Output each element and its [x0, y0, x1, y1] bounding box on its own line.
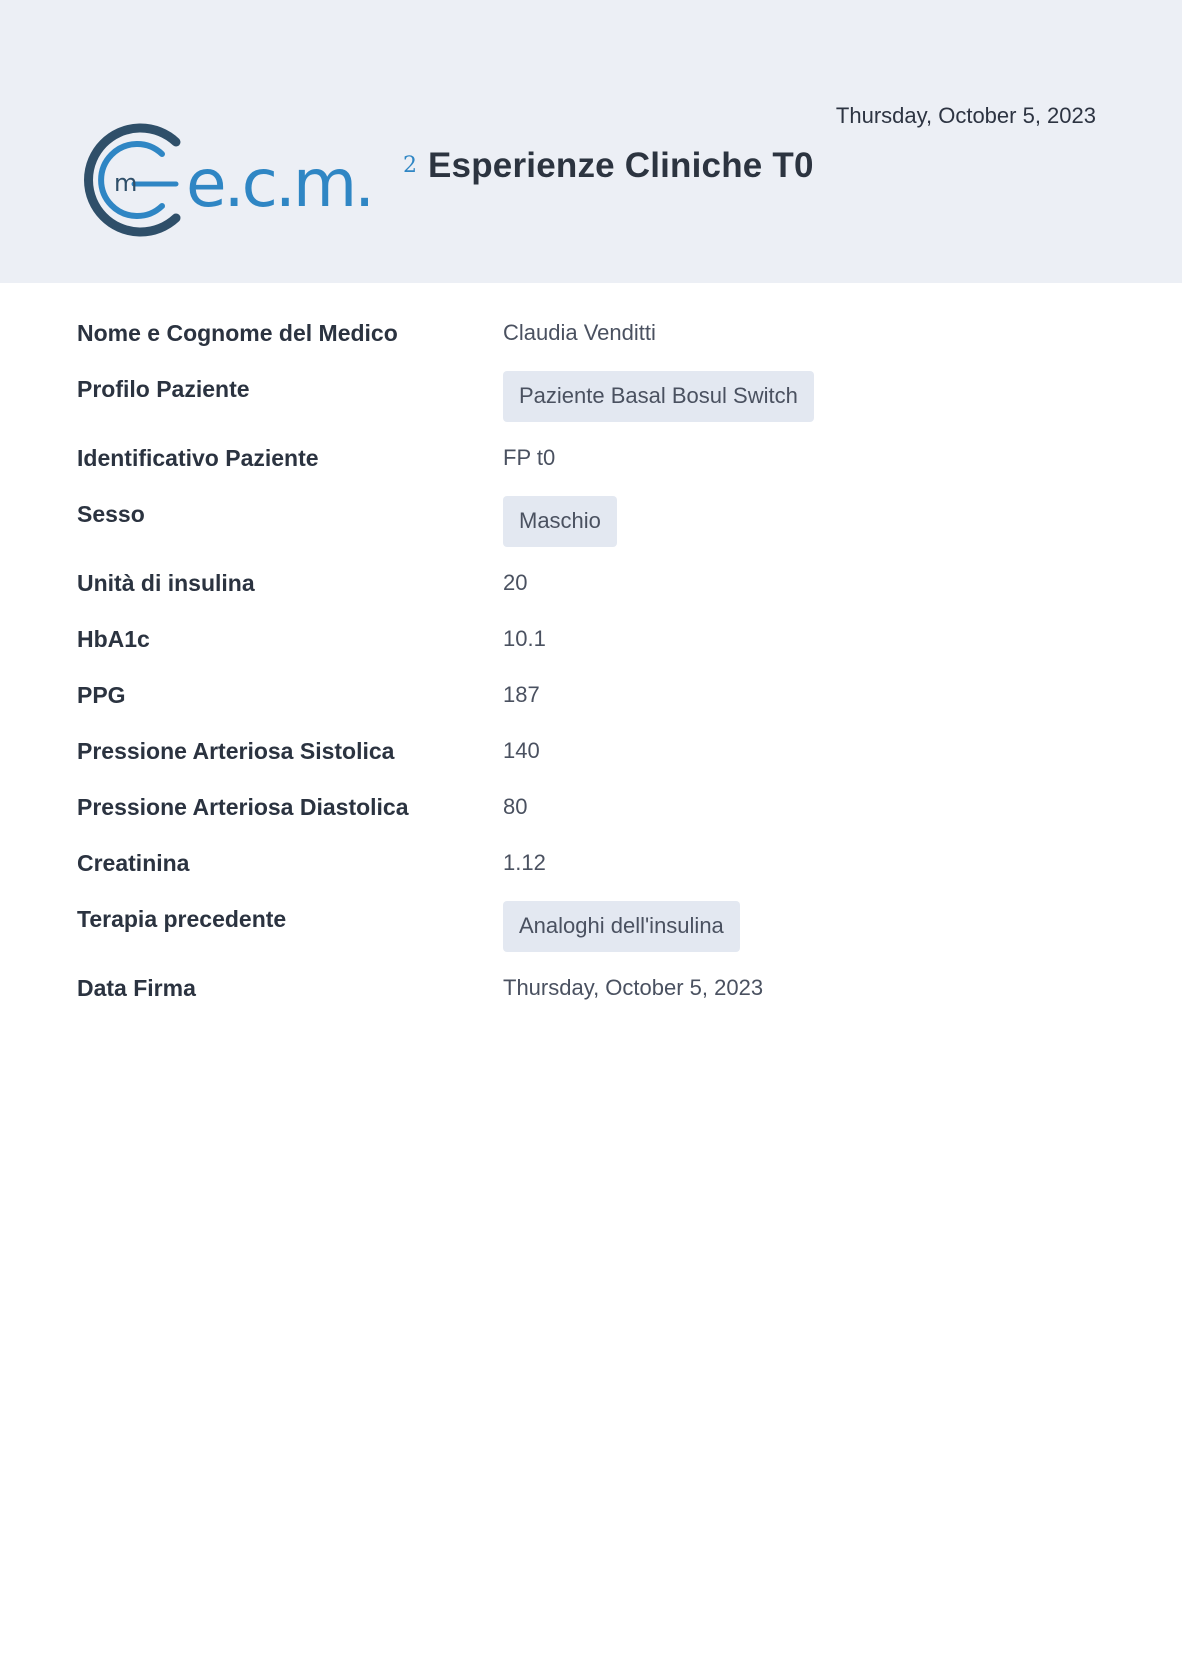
document-title: Esperienze Cliniche T0 [428, 146, 814, 185]
field-row [77, 718, 1107, 774]
field-row [77, 886, 1107, 955]
logo-emblem-letter: m [114, 169, 138, 197]
ecm-logo [76, 120, 426, 240]
field-label: Pressione Arteriosa Diastolica [77, 794, 409, 820]
field-label: PPG [77, 682, 126, 708]
field-label: Sesso [77, 501, 145, 527]
field-label: Terapia precedente [77, 906, 287, 932]
field-row [77, 955, 1107, 1011]
field-value: 140 [503, 738, 540, 763]
field-value: Thursday, October 5, 2023 [503, 975, 764, 1000]
field-label: Profilo Paziente [77, 376, 250, 402]
header-date: Thursday, October 5, 2023 [835, 103, 1096, 128]
field-label: Creatinina [77, 850, 190, 876]
field-value-chip: Analoghi dell'insulina [503, 901, 740, 952]
field-label: Unità di insulina [77, 570, 255, 596]
field-value: 187 [503, 682, 540, 707]
field-value: FP t0 [503, 445, 556, 470]
field-row [77, 662, 1107, 718]
logo-superscript: 2 [403, 153, 417, 178]
field-value: Claudia Venditti [503, 320, 656, 345]
field-row [77, 481, 1107, 550]
field-label: Identificativo Paziente [77, 445, 319, 471]
field-value: 1.12 [503, 850, 546, 875]
field-row [77, 550, 1107, 606]
field-value-chip: Maschio [503, 496, 617, 547]
field-label: Nome e Cognome del Medico [77, 320, 398, 346]
field-label: Data Firma [77, 975, 196, 1001]
report-header [0, 0, 1182, 283]
field-row [77, 774, 1107, 830]
patient-fields [77, 300, 1107, 1011]
field-value-chip: Paziente Basal Bosul Switch [503, 371, 814, 422]
field-row [77, 300, 1107, 356]
field-label: Pressione Arteriosa Sistolica [77, 738, 395, 764]
field-value: 10.1 [503, 626, 546, 651]
logo-wordmark: e.c.m. [186, 145, 373, 222]
field-value: 20 [503, 570, 528, 595]
field-row [77, 425, 1107, 481]
field-value: 80 [503, 794, 528, 819]
field-row [77, 830, 1107, 886]
field-label: HbA1c [77, 626, 150, 652]
field-row [77, 606, 1107, 662]
field-row [77, 356, 1107, 425]
